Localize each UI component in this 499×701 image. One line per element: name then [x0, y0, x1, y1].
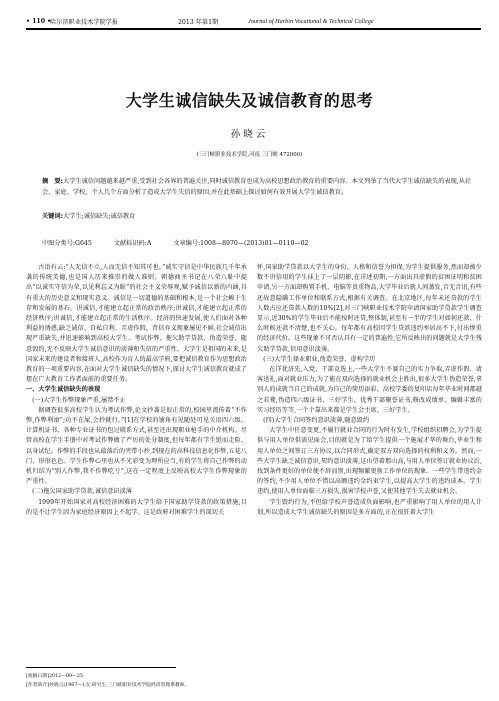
classification-line — [42, 238, 472, 247]
body-paragraph: 1999年开始国家对高校经济困难的大学生给予国家助学贷款的政策措施,目的是不让学生因为家庭经济原因上不起学。这是政府对困难学生的深切关 — [26, 498, 247, 516]
issue-label: 2013 年第1期 — [178, 18, 219, 26]
footnote-rule — [26, 667, 176, 668]
subsection-heading: (二)拖欠国家助学贷款,诚信意识淡薄 — [32, 488, 132, 496]
footnote-received: [收稿日期]2012—09—25 — [26, 674, 83, 679]
keywords-text: 大学生;诚信缺失;诚信教育 — [63, 213, 136, 220]
subsection-heading: (三)大学生择业职业,伪造荣誉、虚构学历 — [263, 355, 376, 363]
header-rule — [26, 28, 481, 30]
body-paragraph: 学生毁约行为,不但给学校声誉造成负面影响,也严重影响了用人单位的用人计划,所以造成大学生诚信缺失的原因是多方面的,正在很狂着大学生 — [257, 498, 482, 516]
section-heading: 一、大学生诚信缺失的表现 — [26, 386, 101, 394]
article-title: 大学生诚信缺失及诚信教育的思考 — [125, 91, 374, 110]
body-column-right — [257, 263, 482, 518]
body-paragraph: 古语有云:“人无信不立,人而无信不知其可也。”诚实守信是中华民族几千年承袭的传统美德,也是国人历来推崇的做人准则。朝德商圣书记在八荣八耻中提出“以诚实守信为荣,以见利忘义为耻”的社会主义荣辱观,赋予诚信以新的内涵,具有重大的历史意义和现实意义。诚信是一切道德的基础和根本,是一个社会赖于生存和发展的基石。讲诚信,才能建立起正常的政治秩序;讲诚信,才能建立起正常的经济秩序;讲诚信,才能建立起正常的生活秩序。经济的快速发展,使人们面对各种利益的诱惑,缺乏诚信、自私自利、弄虚作假、背信弃义现象屡见不鲜,社会诚信出现严重缺失,并迅速影响到高校大学生。考试作弊、拖欠助学贷款、伪造荣誉、随意毁约,无不反映大学生诚信意识的淡薄和失信的严重性。大学生是祖国的未来,是国家未来的建设者和接班人,高校作为育人的最高学府,要把诚信教育作为思想政治教育的一项重要内容,在面对大学生诚信缺失的情况下,探讨大学生诚信教育就成了摆在广大教育工作者面前的重要任务。 — [26, 264, 247, 384]
journal-name-en: Journal of Harbin Vocational & Technical College — [248, 17, 374, 25]
classification-code: 中图分类号:G645 — [42, 240, 92, 247]
author-affiliation: (三门峡职业技术学院,河南 三门峡 472000) — [196, 152, 303, 158]
body-paragraph: 大学生中任意变更,不履行就业合同的行为时有发生,学校组织招聘会,为学生提供与用人单位供需见面会,目的就是为了给学生提供一个施展才华的舞台,毕业生和用人单位之间签订三方协议,以合同形式,确定双方双向选择的权利和义务。然而,一些大学生缺乏诚信意识,契约意识淡薄,这山望着那山高,与用人单位签订就业协议后,找到条件更好的单位便不辞而别,出现频繁更换工作单位的现象。一些学生带违约金的签约,不少用人单位不惜以高额违约金约束学生,以提高大学生的违约成本。学生违约,使用人单位面临三方损失,损害学校声誉,又使其他学生失去就业机会。 — [257, 427, 483, 496]
keywords — [42, 211, 472, 220]
abstract-text: 大学生诚信问题越来越严重,受到社会各界的普遍关注,同时诚信教育也成为高校思想政治教育的重要内容。本文列举了当代大学生诚信缺失的表现,从社会、家庭、学校、个人几个方面分析了造成大学生失信的原因,并在此基础上探讨如何有效开展大学生诚信教育。 — [42, 178, 472, 196]
keywords-label: 关键词: — [42, 213, 64, 220]
body-paragraph: 怀,国家助学贷款以大学生的身份、人格和信誉为担保,为学生提供服务,然而却被少数不讲信用的学生抹上了一层阴影,在详述初期,一方面出具虚假的贫困证明和贫困申请,另一方面却购置手机、电脑等贵重物品,大学毕业后就人间蒸发,音无音讯,有些还故意隐瞒工作单位和联系方式,根据有关调查。在北京地区,每年未还贷款的学生人数占应还贷款人数的10%[2],对三门峡职业技术学院申请国家助学贷款学生调查显示,近30%的学生毕业后不能按时还贷,整体制,甚至有一半的学生对如何还款、什么时候还款不清楚,也不关心。每年都有高校因学生贷款违约率居高不下,付出惨重的经济代价。这些现象不可否认具有一定的普遍性,它所反映出的问题就是大学生残欠助学贷款,信用意识淡薄。 — [257, 264, 483, 353]
document-code: 文献标识码:A — [113, 240, 152, 247]
running-header — [26, 14, 481, 28]
article-number: 文章编号:1008—8970—(2013)01—0110—02 — [173, 240, 309, 247]
journal-name-cn: 哈尔滨职业技术学院学报 — [50, 18, 119, 26]
article-author: 孙晓云 — [230, 129, 269, 140]
subsection-heading: (一)大学生作弊现象严重,屡禁不止 — [32, 396, 126, 404]
body-paragraph: 在详优济先,入党、干部竞选上,一些大学生不赛自己的实力争取,弄虚作假、请客送礼,面对就业压力,为了能在双向选择的就业机会上胜出,很多大学生伪造荣誉,拿别人的成就当自己的成就,为自己的简历添彩。高校学委的复印店每年毕业时间都越之若鹜,伪造四六级证书、三好学生、优秀干部聚誉证书,修改成绩单、编辑丰富的实习经历等等,一个个靠出来都是学生会主席、三好学生。 — [257, 366, 483, 414]
abstract-label: 摘 要: — [42, 178, 64, 185]
body-column-left — [26, 263, 247, 518]
body-paragraph: 据调查很多高校学生认为考试作弊,论文抄袭是很正常的,校园里流传着“不作弊,作弊利滚”;功不在屎,会抄就行。”[1]在学校的铺角有见随处可见关语四六级、计算机证书、各种专业证书的包过联系方式,甚至还出现职业枪手的中介机构。尽管高校在学生手册中对考试作弊做了严厉的处分制度,但每年都有学生铤而走险、以身试纪。作弊的手段也从最落后的夹带小抄,到现在的高科技信息化作弊,五花八门、形形色色。学生作弊心里也从不光彩变为理所应当,有的学生将自己作弊的动机归结为“别人作弊,我不作弊吃亏”,这在一定程度上反映高校大学生作弊现象的严重性。 — [26, 406, 247, 486]
subsection-heading: (四)大学生合同签约意识淡薄,随意毁约 — [263, 417, 370, 425]
page-number: • 110 • — [26, 17, 52, 25]
footnote-author: [作者简介]孙晓云(1967—),女,研究生,三门峡职业技术学院经济管理系教师。 — [26, 683, 190, 688]
abstract — [42, 176, 472, 198]
